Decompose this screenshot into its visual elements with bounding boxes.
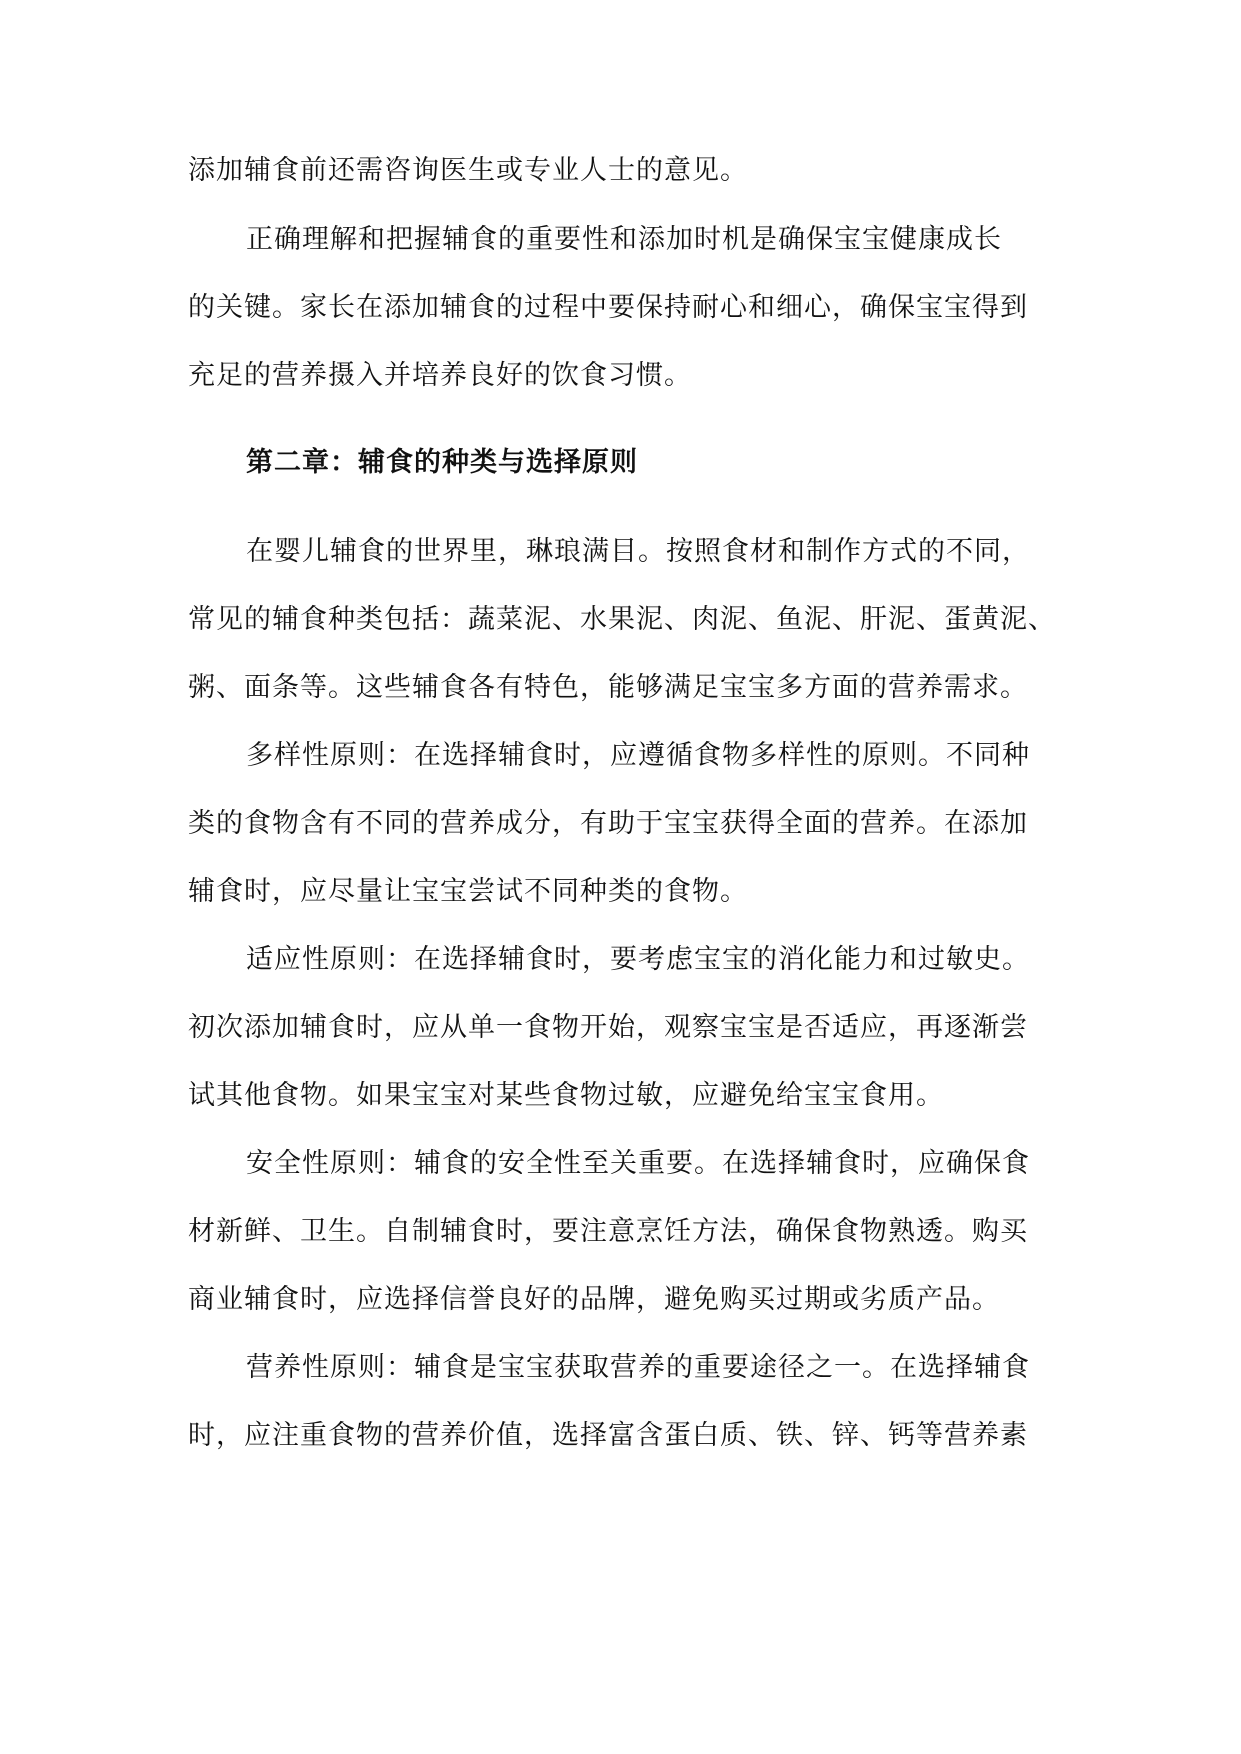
paragraph-line: 类的食物含有不同的营养成分，有助于宝宝获得全面的营养。在添加 [188,808,1028,839]
paragraph-line: 初次添加辅食时，应从单一食物开始，观察宝宝是否适应，再逐渐尝 [188,1012,1028,1043]
paragraph-line: 营养性原则：辅食是宝宝获取营养的重要途径之一。在选择辅食 [246,1352,1030,1383]
paragraph-line: 安全性原则：辅食的安全性至关重要。在选择辅食时，应确保食 [246,1148,1030,1179]
paragraph-line: 多样性原则：在选择辅食时，应遵循食物多样性的原则。不同种 [246,740,1030,771]
chapter-heading: 第二章：辅食的种类与选择原则 [246,447,638,478]
paragraph-line: 时，应注重食物的营养价值，选择富含蛋白质、铁、锌、钙等营养素 [188,1420,1028,1451]
paragraph-line: 在婴儿辅食的世界里，琳琅满目。按照食材和制作方式的不同， [246,536,1030,567]
paragraph-line: 商业辅食时，应选择信誉良好的品牌，避免购买过期或劣质产品。 [188,1284,1000,1315]
paragraph-line: 辅食时，应尽量让宝宝尝试不同种类的食物。 [188,876,748,907]
paragraph-line: 的关键。家长在添加辅食的过程中要保持耐心和细心，确保宝宝得到 [188,292,1028,323]
paragraph-line: 添加辅食前还需咨询医生或专业人士的意见。 [188,155,748,186]
paragraph-line: 试其他食物。如果宝宝对某些食物过敏，应避免给宝宝食用。 [188,1080,944,1111]
paragraph-line: 正确理解和把握辅食的重要性和添加时机是确保宝宝健康成长 [246,224,1002,255]
paragraph-line: 充足的营养摄入并培养良好的饮食习惯。 [188,360,692,391]
paragraph-line: 常见的辅食种类包括：蔬菜泥、水果泥、肉泥、鱼泥、肝泥、蛋黄泥、 [188,604,1056,635]
paragraph-line: 材新鲜、卫生。自制辅食时，要注意烹饪方法，确保食物熟透。购买 [188,1216,1028,1247]
paragraph-line: 粥、面条等。这些辅食各有特色，能够满足宝宝多方面的营养需求。 [188,672,1028,703]
paragraph-line: 适应性原则：在选择辅食时，要考虑宝宝的消化能力和过敏史。 [246,944,1030,975]
